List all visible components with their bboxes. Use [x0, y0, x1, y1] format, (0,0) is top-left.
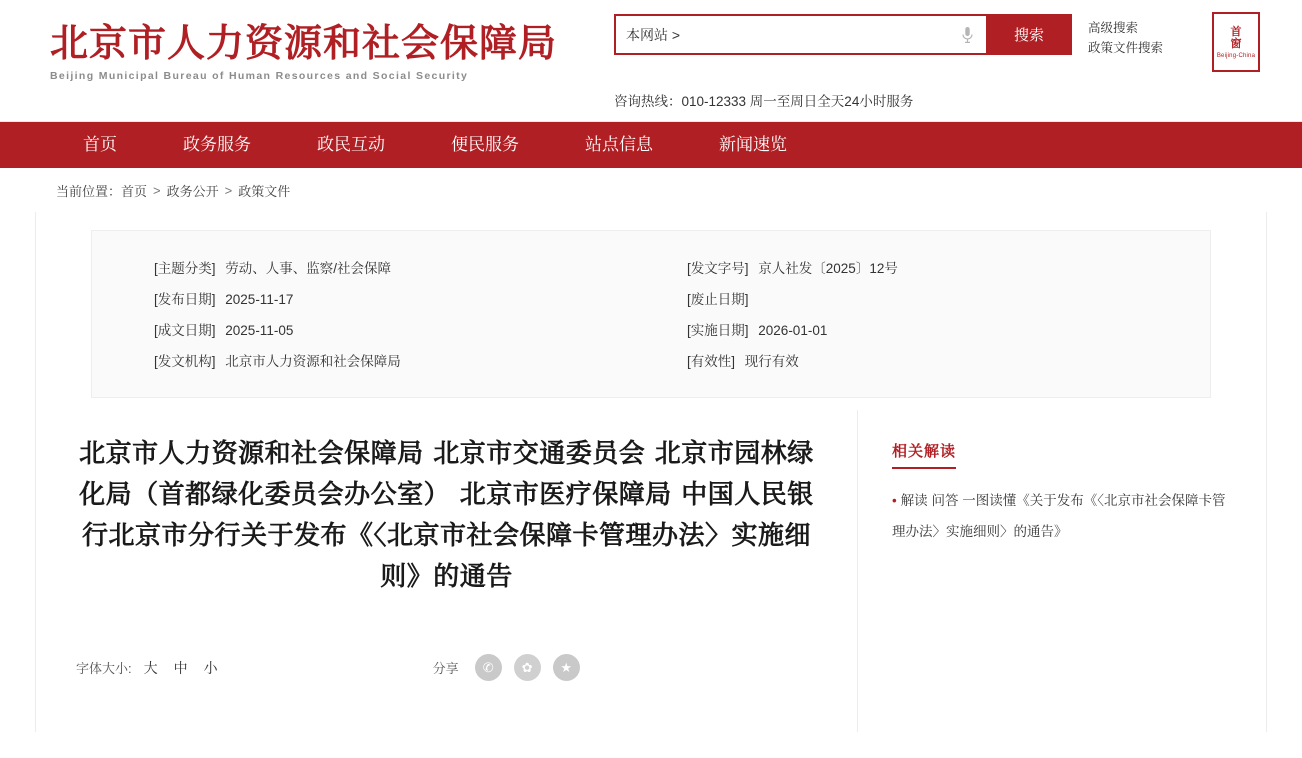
font-size-medium-button[interactable]: 中	[173, 659, 188, 676]
list-item[interactable]	[892, 485, 1236, 547]
related-item-text: 解读 问答 一图读懂《关于发布《〈北京市社会保障卡管理办法〉实施细则〉的通告》	[891, 493, 1226, 539]
breadcrumb-item-home[interactable]: 首页	[121, 183, 148, 199]
main-navigation	[0, 122, 1302, 168]
hotline-text: 咨询热线：010-12333 周一至周日全天24小时服务	[614, 94, 914, 109]
meta-value-issuing-agency: 北京市人力资源和社会保障局	[225, 354, 401, 369]
meta-row-subject	[154, 253, 651, 284]
related-interpretation-list	[892, 485, 1236, 547]
related-interpretation-title: 相关解读	[892, 440, 956, 469]
nav-item-convenience-services[interactable]: 便民服务	[451, 135, 519, 154]
meta-label-publish-date: [发布日期]	[154, 292, 216, 307]
search-extra-links	[1088, 18, 1163, 58]
meta-row-validity	[687, 346, 1210, 377]
meta-label-doc-number: [发文字号]	[687, 261, 749, 276]
page-title: 北京市人力资源和社会保障局 北京市交通委员会 北京市园林绿化局（首都绿化委员会办公室） 北京市医疗保障局 中国人民银行北京市分行关于发布《〈北京市社会保障卡管理办法〉实施细则》的通告	[79, 439, 814, 592]
site-logo-cn: 北京市人力资源和社会保障局	[50, 21, 558, 65]
content-wrapper	[0, 212, 1302, 732]
meta-value-publish-date: 2025-11-17	[225, 292, 294, 307]
nav-item-home[interactable]: 首页	[83, 135, 117, 154]
meta-value-validity: 现行有效	[744, 354, 799, 369]
meta-label-validity: [有效性]	[687, 354, 736, 369]
search-bar	[614, 14, 1072, 55]
meta-label-subject: [主题分类]	[154, 261, 216, 276]
search-box	[614, 14, 986, 55]
article-column	[36, 410, 857, 732]
breadcrumb-prefix: 当前位置：	[56, 183, 122, 199]
nav-item-news[interactable]: 新闻速览	[719, 135, 787, 154]
meta-row-doc-number	[687, 253, 1210, 284]
advanced-search-link[interactable]: 高级搜索	[1088, 21, 1139, 35]
share-group	[433, 654, 580, 681]
weibo-share-icon[interactable]: ✿	[514, 654, 541, 681]
site-header	[0, 0, 1302, 122]
emblem-char-1: 首	[1230, 24, 1242, 38]
meta-row-publish-date	[154, 284, 651, 315]
wechat-share-icon[interactable]: ✆	[475, 654, 502, 681]
meta-label-effective-date: [实施日期]	[687, 323, 749, 338]
search-input[interactable]	[680, 26, 954, 44]
metadata-column-left	[92, 253, 651, 377]
meta-label-abolish-date: [废止日期]	[687, 292, 749, 307]
policy-search-link[interactable]: 政策文件搜索	[1088, 41, 1164, 55]
document-metadata-card	[91, 230, 1211, 398]
bullet-icon: •	[891, 493, 897, 508]
meta-label-written-date: [成文日期]	[154, 323, 216, 338]
emblem-en-label: Beijing-China	[1216, 52, 1256, 59]
breadcrumb-item-openness[interactable]: 政务公开	[166, 183, 219, 199]
breadcrumb-item-policy-docs[interactable]: 政策文件	[238, 183, 291, 199]
meta-row-abolish-date	[687, 284, 1210, 315]
nav-item-public-interaction[interactable]: 政民互动	[317, 135, 385, 154]
font-size-options	[144, 658, 218, 678]
nav-item-government-services[interactable]: 政务服务	[183, 135, 251, 154]
meta-row-written-date	[154, 315, 651, 346]
font-size-large-button[interactable]: 大	[143, 659, 158, 676]
meta-value-effective-date: 2026-01-01	[758, 323, 828, 338]
favorite-share-icon[interactable]: ★	[553, 654, 580, 681]
related-interpretation-panel	[857, 410, 1266, 732]
breadcrumb-separator-1: >	[153, 182, 161, 198]
breadcrumb	[0, 168, 1302, 212]
meta-row-issuing-agency	[154, 346, 651, 377]
share-label: 分享	[432, 661, 459, 676]
search-button[interactable]: 搜索	[986, 14, 1072, 55]
article-toolbar	[76, 654, 817, 681]
microphone-icon[interactable]	[958, 24, 976, 46]
meta-label-issuing-agency: [发文机构]	[154, 354, 216, 369]
breadcrumb-separator-2: >	[224, 182, 233, 198]
search-scope-selector[interactable]: 本网站 >	[626, 26, 681, 43]
site-logo[interactable]	[50, 20, 570, 82]
emblem-char-2: 窗	[1230, 36, 1242, 50]
font-size-small-button[interactable]: 小	[203, 659, 218, 676]
meta-value-doc-number: 京人社发〔2025〕12号	[758, 261, 898, 276]
metadata-column-right	[651, 253, 1210, 377]
document-shell	[35, 212, 1267, 732]
document-body	[36, 410, 1266, 732]
site-logo-en: Beijing Municipal Bureau of Human Resources and Social Security	[50, 70, 469, 82]
beijing-china-emblem[interactable]	[1212, 12, 1260, 72]
meta-row-effective-date	[687, 315, 1210, 346]
nav-item-site-info[interactable]: 站点信息	[585, 135, 653, 154]
font-size-label: 字体大小:	[76, 661, 132, 676]
meta-value-written-date: 2025-11-05	[225, 323, 294, 338]
meta-value-subject: 劳动、人事、监察/社会保障	[225, 261, 392, 276]
